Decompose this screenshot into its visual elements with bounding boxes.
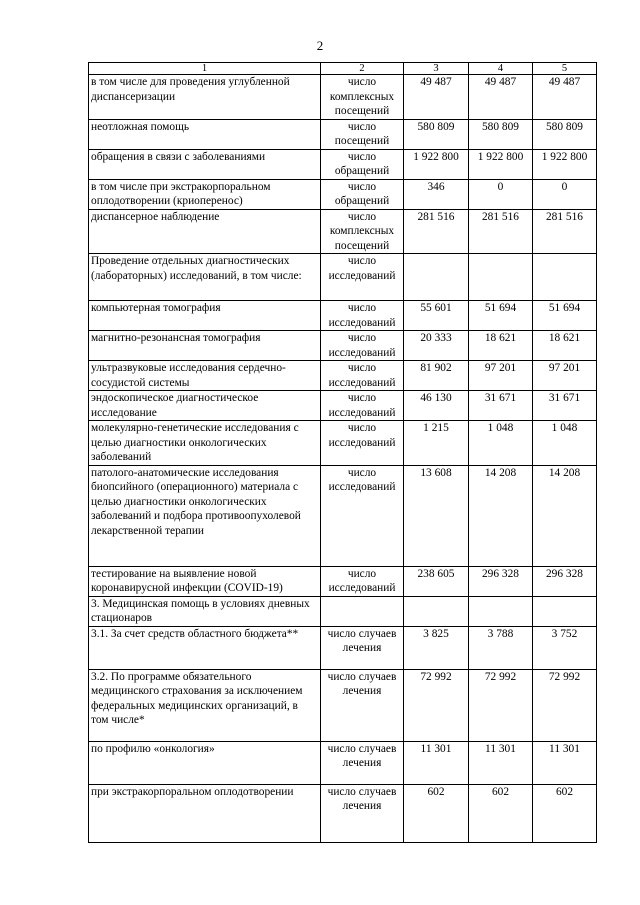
value-cell-col4: 11 301 <box>469 741 533 784</box>
value-cell-col5: 72 992 <box>533 669 597 741</box>
table-row <box>89 75 597 120</box>
row-unit-cell: число комплексных посещений <box>321 75 404 120</box>
value-cell-col4 <box>469 254 533 301</box>
row-unit-cell: число случаев лечения <box>321 741 404 784</box>
row-name-cell: по профилю «онкология» <box>89 741 321 784</box>
row-unit-cell: число исследований <box>321 301 404 331</box>
row-unit-cell: число обращений <box>321 179 404 209</box>
value-cell-col5: 51 694 <box>533 301 597 331</box>
row-unit-cell <box>321 596 404 626</box>
value-cell-col4: 1 922 800 <box>469 149 533 179</box>
value-cell-col3: 3 825 <box>404 626 469 669</box>
row-name-cell: при экстракорпоральном оплодотворении <box>89 784 321 842</box>
value-cell-col3: 602 <box>404 784 469 842</box>
value-cell-col3: 346 <box>404 179 469 209</box>
value-cell-col4: 97 201 <box>469 361 533 391</box>
column-header: 4 <box>469 63 533 75</box>
row-name-cell: тестирование на выявление новой коронавирусной инфекции (COVID-19) <box>89 566 321 596</box>
value-cell-col5: 3 752 <box>533 626 597 669</box>
value-cell-col4: 3 788 <box>469 626 533 669</box>
value-cell-col5: 580 809 <box>533 119 597 149</box>
row-unit-cell: число исследований <box>321 465 404 566</box>
page-number: 2 <box>316 38 324 53</box>
value-cell-col5: 18 621 <box>533 331 597 361</box>
row-name-cell: ультразвуковые исследования сердечно-сосудистой системы <box>89 361 321 391</box>
row-name-cell: 3. Медицинская помощь в условиях дневных стационаров <box>89 596 321 626</box>
value-cell-col5: 1 048 <box>533 421 597 466</box>
table-row <box>89 119 597 149</box>
table-row <box>89 741 597 784</box>
value-cell-col3: 55 601 <box>404 301 469 331</box>
table-row <box>89 626 597 669</box>
table-row <box>89 391 597 421</box>
row-name-cell: обращения в связи с заболеваниями <box>89 149 321 179</box>
value-cell-col3: 81 902 <box>404 361 469 391</box>
row-unit-cell: число исследований <box>321 391 404 421</box>
table-row <box>89 209 597 254</box>
table-row <box>89 465 597 566</box>
value-cell-col4: 49 487 <box>469 75 533 120</box>
value-cell-col3: 72 992 <box>404 669 469 741</box>
value-cell-col4: 1 048 <box>469 421 533 466</box>
value-cell-col5: 1 922 800 <box>533 149 597 179</box>
value-cell-col3 <box>404 596 469 626</box>
row-unit-cell: число исследований <box>321 254 404 301</box>
table-row <box>89 596 597 626</box>
value-cell-col5: 0 <box>533 179 597 209</box>
table-header-row <box>89 63 597 75</box>
value-cell-col5: 602 <box>533 784 597 842</box>
row-unit-cell: число случаев лечения <box>321 669 404 741</box>
row-unit-cell: число обращений <box>321 149 404 179</box>
table-row <box>89 301 597 331</box>
value-cell-col4: 580 809 <box>469 119 533 149</box>
row-unit-cell: число комплексных посещений <box>321 209 404 254</box>
row-name-cell: магнитно-резонансная томография <box>89 331 321 361</box>
row-unit-cell: число случаев лечения <box>321 784 404 842</box>
table-row <box>89 566 597 596</box>
column-header: 2 <box>321 63 404 75</box>
row-name-cell: молекулярно-генетические исследования с целью диагностики онкологических заболеваний <box>89 421 321 466</box>
value-cell-col5: 281 516 <box>533 209 597 254</box>
value-cell-col3 <box>404 254 469 301</box>
table-row <box>89 421 597 466</box>
value-cell-col5 <box>533 254 597 301</box>
value-cell-col3: 1 922 800 <box>404 149 469 179</box>
value-cell-col4 <box>469 596 533 626</box>
value-cell-col5: 97 201 <box>533 361 597 391</box>
value-cell-col3: 580 809 <box>404 119 469 149</box>
column-header: 3 <box>404 63 469 75</box>
value-cell-col3: 281 516 <box>404 209 469 254</box>
row-unit-cell: число посещений <box>321 119 404 149</box>
row-name-cell: 3.2. По программе обязательного медицинского страхования за исключением федеральных медицинских организаций, в том числе* <box>89 669 321 741</box>
value-cell-col5 <box>533 596 597 626</box>
table-row <box>89 254 597 301</box>
value-cell-col3: 238 605 <box>404 566 469 596</box>
column-header: 1 <box>89 63 321 75</box>
value-cell-col5: 31 671 <box>533 391 597 421</box>
value-cell-col4: 51 694 <box>469 301 533 331</box>
row-name-cell: Проведение отдельных диагностических (лабораторных) исследований, в том числе: <box>89 254 321 301</box>
value-cell-col3: 20 333 <box>404 331 469 361</box>
row-name-cell: эндоскопическое диагностическое исследование <box>89 391 321 421</box>
row-unit-cell: число случаев лечения <box>321 626 404 669</box>
row-unit-cell: число исследований <box>321 421 404 466</box>
row-name-cell: диспансерное наблюдение <box>89 209 321 254</box>
value-cell-col5: 296 328 <box>533 566 597 596</box>
row-name-cell: неотложная помощь <box>89 119 321 149</box>
value-cell-col4: 602 <box>469 784 533 842</box>
row-name-cell: 3.1. За счет средств областного бюджета** <box>89 626 321 669</box>
value-cell-col4: 31 671 <box>469 391 533 421</box>
table-row <box>89 331 597 361</box>
value-cell-col5: 49 487 <box>533 75 597 120</box>
row-name-cell: компьютерная томография <box>89 301 321 331</box>
value-cell-col4: 281 516 <box>469 209 533 254</box>
column-header: 5 <box>533 63 597 75</box>
table-body <box>89 75 597 843</box>
row-name-cell: в том числе для проведения углубленной диспансеризации <box>89 75 321 120</box>
value-cell-col3: 11 301 <box>404 741 469 784</box>
value-cell-col4: 0 <box>469 179 533 209</box>
row-unit-cell: число исследований <box>321 361 404 391</box>
table-row <box>89 149 597 179</box>
value-cell-col4: 14 208 <box>469 465 533 566</box>
value-cell-col4: 296 328 <box>469 566 533 596</box>
value-cell-col4: 72 992 <box>469 669 533 741</box>
row-unit-cell: число исследований <box>321 566 404 596</box>
row-unit-cell: число исследований <box>321 331 404 361</box>
row-name-cell: в том числе при экстракорпоральном оплодотворении (криоперенос) <box>89 179 321 209</box>
value-cell-col5: 14 208 <box>533 465 597 566</box>
table-row <box>89 784 597 842</box>
table-row <box>89 361 597 391</box>
value-cell-col3: 49 487 <box>404 75 469 120</box>
value-cell-col3: 13 608 <box>404 465 469 566</box>
value-cell-col4: 18 621 <box>469 331 533 361</box>
value-cell-col3: 1 215 <box>404 421 469 466</box>
table-row <box>89 669 597 741</box>
row-name-cell: патолого-анатомические исследования биопсийного (операционного) материала с целью диагностики онкологических заболеваний и подбора противоопухолевой лекарственной терапии <box>89 465 321 566</box>
data-table <box>88 62 597 843</box>
value-cell-col5: 11 301 <box>533 741 597 784</box>
value-cell-col3: 46 130 <box>404 391 469 421</box>
table-row <box>89 179 597 209</box>
